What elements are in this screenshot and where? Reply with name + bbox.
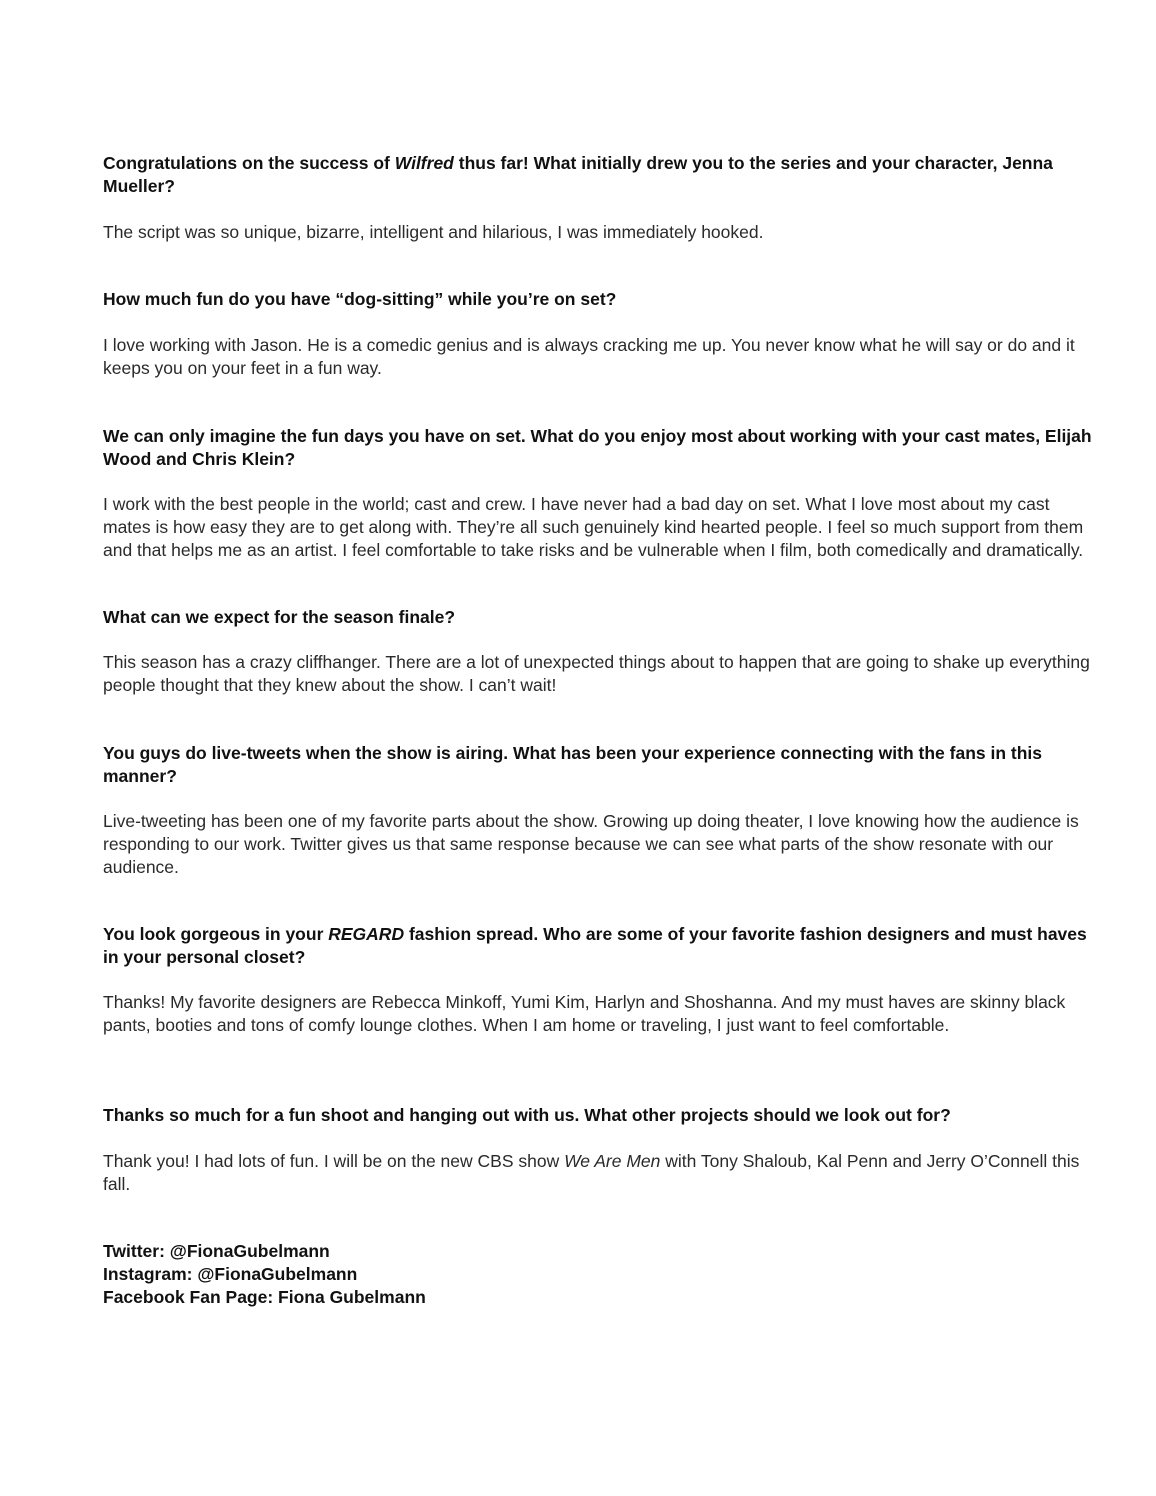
question: You guys do live-tweets when the show is airing. What has been your experience connecting with the fans in this manner? — [103, 743, 1043, 786]
question: We can only imagine the fun days you have on set. What do you enjoy most about working with your cast mates, Elijah Wood and Chris Klein? — [103, 426, 1092, 469]
instagram-handle: Instagram: @FionaGubelmann — [103, 1264, 358, 1284]
question: Thanks so much for a fun shoot and hanging out with us. What other projects should we look out for? — [103, 1105, 951, 1125]
question: How much fun do you have “dog-sitting” while you’re on set? — [103, 289, 617, 309]
answer: This season has a crazy cliffhanger. There are a lot of unexpected things about to happen that are going to shake up everything people thought that they knew about the show. I can’t wait! — [103, 652, 1090, 695]
answer: Thank you! I had lots of fun. I will be on the new CBS show We Are Men with Tony Shaloub, Kal Penn and Jerry O’Connell this fall. — [103, 1151, 1080, 1194]
qa-item-1 — [103, 152, 1093, 198]
answer: I work with the best people in the world; cast and crew. I have never had a bad day on set. What I love most about my cast mates is how easy they are to get along with. They’re all such genuinely kind hearted people. I feel so much support from them and that helps me as an artist. I feel comfortable to take risks and be vulnerable when I film, both comedically and dramatically. — [103, 494, 1084, 560]
answer: I love working with Jason. He is a comedic genius and is always cracking me up. You never know what he will say or do and it keeps you on your feet in a fun way. — [103, 335, 1075, 378]
question: Congratulations on the success of Wilfred thus far! What initially drew you to the series and your character, Jenna Mueller? — [103, 153, 1053, 196]
question: You look gorgeous in your REGARD fashion spread. Who are some of your favorite fashion designers and must haves in your personal closet? — [103, 924, 1087, 967]
social-contacts — [103, 1240, 703, 1309]
answer: Thanks! My favorite designers are Rebecca Minkoff, Yumi Kim, Harlyn and Shoshanna. And my must haves are skinny black pants, booties and tons of comfy lounge clothes. When I am home or traveling, I just want to feel comfortable. — [103, 992, 1066, 1035]
answer: Live-tweeting has been one of my favorite parts about the show. Growing up doing theater, I love knowing how the audience is responding to our work. Twitter gives us that same response because we can see what parts of the show resonate with our audience. — [103, 811, 1079, 877]
qa-item-6 — [103, 923, 1093, 969]
answer: The script was so unique, bizarre, intelligent and hilarious, I was immediately hooked. — [103, 222, 764, 242]
question: What can we expect for the season finale? — [103, 607, 456, 627]
facebook-page: Facebook Fan Page: Fiona Gubelmann — [103, 1287, 426, 1307]
twitter-handle: Twitter: @FionaGubelmann — [103, 1241, 330, 1261]
